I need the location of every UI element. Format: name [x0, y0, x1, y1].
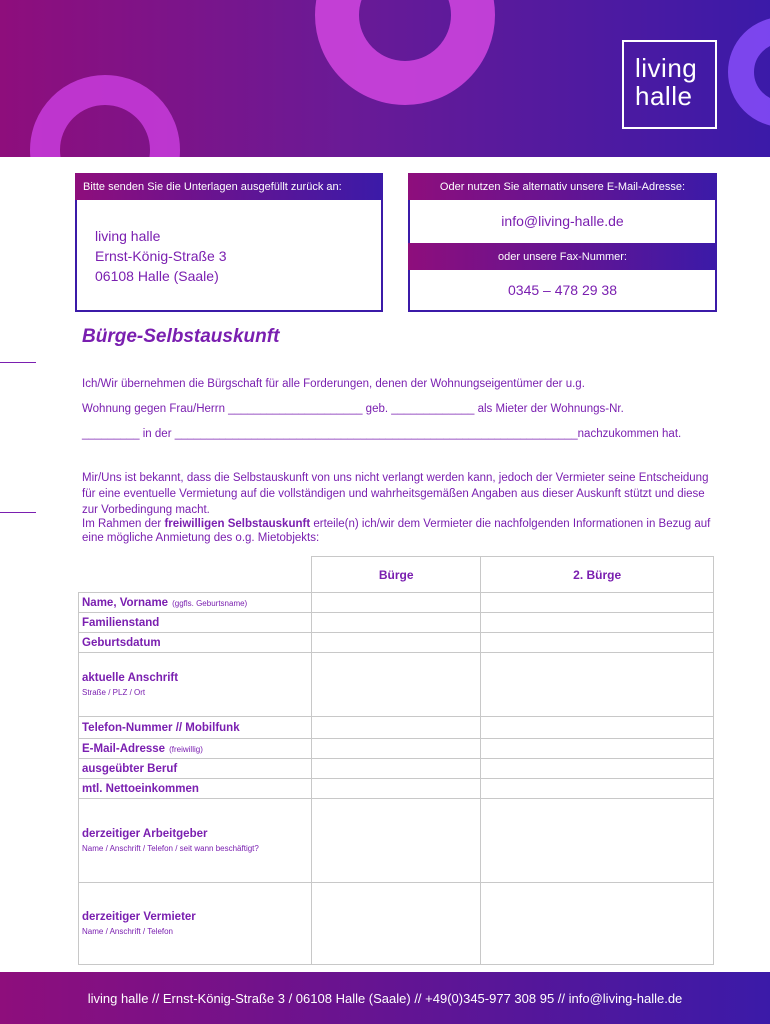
contact-box-header: Oder nutzen Sie alternativ unsere E-Mail-Adresse:	[408, 173, 717, 200]
row-label	[79, 883, 312, 965]
table-row	[79, 653, 714, 717]
logo-line-1: living	[635, 53, 698, 83]
address-line: 06108 Halle (Saale)	[95, 268, 219, 284]
table-row	[79, 633, 714, 653]
fold-mark	[0, 362, 36, 363]
row-label: Telefon-Nummer // Mobilfunk	[79, 717, 312, 739]
row-label	[79, 593, 312, 613]
table-row	[79, 739, 714, 759]
row-label: Geburtsdatum	[79, 633, 312, 653]
row-label-text: derzeitiger Vermieter	[82, 911, 196, 923]
row-label-text: Name, Vorname	[82, 596, 169, 609]
address-line: Ernst-König-Straße 3	[95, 248, 227, 264]
table-header-row	[79, 557, 714, 593]
buerge-1-field[interactable]	[312, 717, 481, 739]
logo-line-2: halle	[635, 81, 693, 111]
col-header-2-buerge: 2. Bürge	[481, 557, 714, 593]
send-address-box	[75, 200, 383, 312]
table-row	[79, 613, 714, 633]
row-label-note: (ggfls. Geburtsname)	[172, 598, 248, 608]
row-label-text: derzeitiger Arbeitgeber	[82, 828, 208, 840]
row-label: mtl. Nettoeinkommen	[79, 779, 312, 799]
row-label	[79, 799, 312, 883]
row-label-sub: Name / Anschrift / Telefon / seit wann beschäftigt?	[82, 844, 259, 853]
row-label-sub: Straße / PLZ / Ort	[82, 688, 146, 697]
col-header-buerge: Bürge	[312, 557, 481, 593]
buerge-2-field[interactable]	[481, 593, 714, 613]
decorative-ring	[728, 17, 770, 127]
buerge-2-field[interactable]	[481, 739, 714, 759]
buerge-2-field[interactable]	[481, 613, 714, 633]
fold-mark	[0, 512, 36, 513]
buerge-2-field[interactable]	[481, 779, 714, 799]
send-box-header: Bitte senden Sie die Unterlagen ausgefüllt zurück an:	[75, 173, 383, 200]
paragraph-5-post: erteile(n) ich/wir dem Vermieter die nachfolgenden Informationen in Bezug auf eine mögliche Anmietung des o.g. Mietobjekts:	[82, 518, 711, 544]
buerge-1-field[interactable]	[312, 633, 481, 653]
paragraph-3: _________ in der _______________________________________________________________nachzukommen hat.	[82, 428, 682, 440]
buerge-2-field[interactable]	[481, 653, 714, 717]
decorative-ring	[315, 0, 495, 105]
buerge-1-field[interactable]	[312, 653, 481, 717]
table-row	[79, 799, 714, 883]
header-banner	[0, 0, 770, 157]
buerge-2-field[interactable]	[481, 883, 714, 965]
buerge-2-field[interactable]	[481, 759, 714, 779]
row-label: Familienstand	[79, 613, 312, 633]
decorative-ring	[30, 75, 180, 157]
fax-number: 0345 – 478 29 38	[508, 282, 617, 298]
row-label: ausgeübter Beruf	[79, 759, 312, 779]
buerge-2-field[interactable]	[481, 799, 714, 883]
paragraph-5	[82, 517, 722, 545]
paragraph-4: Mir/Uns ist bekannt, dass die Selbstauskunft von uns nicht verlangt werden kann, jedoch der Vermieter seine Entscheidung für eine eventuelle Vermietung auf die vollständigen und wahrheitsgemäßen Angaben aus dieser Auskunft stützt und diese zur Vorbedingung macht.	[82, 472, 709, 516]
row-label-text: aktuelle Anschrift	[82, 672, 179, 684]
paragraph-5-pre: Im Rahmen der	[82, 518, 165, 530]
table-row	[79, 779, 714, 799]
table-row	[79, 759, 714, 779]
buerge-1-field[interactable]	[312, 613, 481, 633]
buerge-1-field[interactable]	[312, 759, 481, 779]
page-title: Bürge-Selbstauskunft	[82, 326, 280, 347]
table-row	[79, 593, 714, 613]
email-link[interactable]: info@living-halle.de	[501, 213, 624, 229]
table-row	[79, 717, 714, 739]
row-label	[79, 653, 312, 717]
footer: living halle // Ernst-König-Straße 3 / 06108 Halle (Saale) // +49(0)345-977 308 95 // info@living-halle.de	[0, 972, 770, 1024]
buerge-1-field[interactable]	[312, 779, 481, 799]
buerge-1-field[interactable]	[312, 739, 481, 759]
row-label-sub: Name / Anschrift / Telefon	[82, 927, 174, 936]
fax-header: oder unsere Fax-Nummer:	[408, 243, 717, 270]
buerge-1-field[interactable]	[312, 883, 481, 965]
guarantor-table	[78, 556, 714, 965]
paragraph-5-bold: freiwilligen Selbstauskunft	[164, 518, 311, 530]
address-line: living halle	[95, 228, 161, 244]
buerge-2-field[interactable]	[481, 717, 714, 739]
paragraph-1: Ich/Wir übernehmen die Bürgschaft für alle Forderungen, denen der Wohnungseigentümer der u.g.	[82, 378, 585, 390]
buerge-2-field[interactable]	[481, 633, 714, 653]
paragraph-2: Wohnung gegen Frau/Herrn _____________________ geb. _____________ als Mieter der Wohnungs-Nr.	[82, 403, 624, 415]
table-row	[79, 883, 714, 965]
row-label-note: (freiwillig)	[169, 744, 203, 754]
row-label	[79, 739, 312, 759]
empty-header-cell	[79, 557, 312, 593]
living-halle-logo	[622, 40, 717, 129]
buerge-1-field[interactable]	[312, 799, 481, 883]
row-label-text: E-Mail-Adresse	[82, 742, 166, 755]
buerge-1-field[interactable]	[312, 593, 481, 613]
